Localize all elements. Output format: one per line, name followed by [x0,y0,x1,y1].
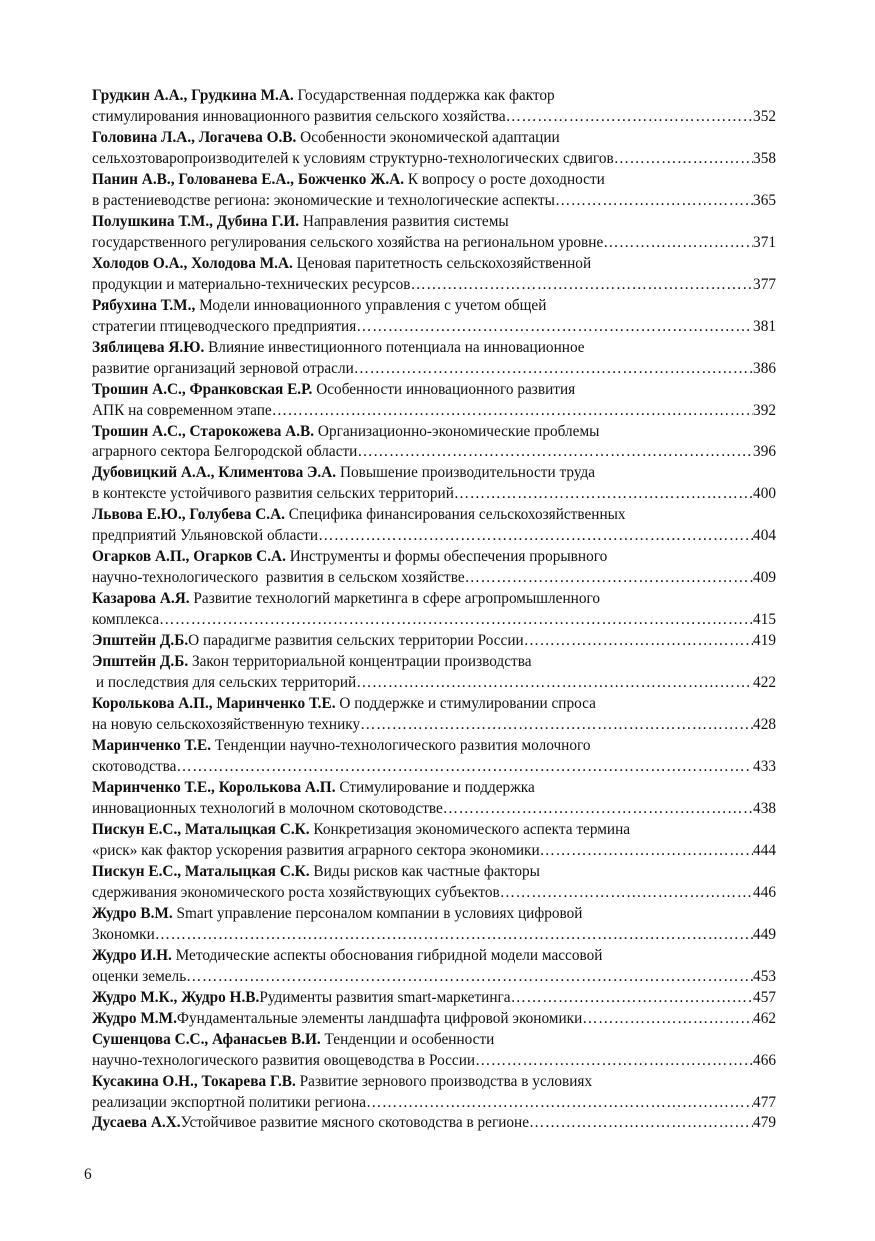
toc-entry [92,652,776,694]
toc-entry-line [92,149,776,170]
toc-entry-line [92,631,776,652]
toc-entry-page: 377 [753,275,776,293]
toc-entry-title-continued: и последствия для сельских территорий [92,674,357,692]
toc-entry-title: Устойчивое развитие мясного скотоводства в регионе [180,1114,530,1132]
toc-entry-line [92,212,776,233]
toc-entry-authors: Головина Л.А., Логачева О.В. [92,128,297,146]
toc-entry-authors: Маринченко Т.Е. [92,737,212,755]
toc-entry-line [92,275,776,296]
toc-entry-title: О поддержке и стимулировании спроса [339,695,596,713]
toc-entry-authors: Рябухина Т.М., [92,296,196,314]
toc-entry-title-continued: оценки земель [92,967,187,985]
toc-entry-title-continued: стимулирования инновационного развития сельского хозяйства [92,107,506,125]
toc-entry-page: 419 [753,632,776,650]
toc-entry-title: Тенденции научно-технологического развития молочного [214,737,591,755]
toc-entry-line [92,380,776,401]
toc-entry-title-continued: «риск» как фактор ускорения развития аграрного сектора экономики [92,841,540,859]
toc-entry-title-continued: 3кономки [92,925,155,943]
toc-entry-title: Инструменты и формы обеспечения прорывного [289,548,608,566]
toc-entry-line [92,296,776,317]
toc-entry [92,694,776,736]
toc-entry-line [92,359,776,380]
toc-entry-title-continued: в растениеводстве региона: экономические и технологические аспекты [92,191,555,209]
toc-entry-page: 365 [753,191,776,209]
toc-entry [92,904,776,946]
toc-entry-leader-dots [614,149,753,170]
toc-entry-title-continued: научно-технологического развития в сельском хозяйстве [92,569,465,587]
toc-entry-title: Рудименты развития smart-маркетинга [259,988,511,1006]
toc-entry-title: К вопросу о росте доходности [407,170,605,188]
toc-entry-page: 381 [753,317,776,335]
toc-entry-authors: Полушкина Т.М., Дубина Г.И. [92,212,300,230]
toc-entry-page: 422 [753,674,776,692]
toc-entry-title-continued: сельхозтоваропроизводителей к условиям структурно-технологических сдвигов [92,149,614,167]
toc-entry-line [92,547,776,568]
toc-entry-title: Организационно-экономические проблемы [317,422,600,440]
toc-entry [92,862,776,904]
toc-entry-line [92,484,776,505]
toc-entry-leader-dots [360,715,753,736]
toc-entry-line [92,505,776,526]
toc-entry-line [92,967,776,988]
toc-entry-authors: Жудро В.М. [92,904,173,922]
toc-entry-line [92,820,776,841]
toc-entry-line [92,862,776,883]
toc-entry-authors: Холодов О.А., Холодова М.А. [92,254,293,272]
toc-entry-line [92,1051,776,1072]
toc-entry [92,1072,776,1114]
toc-entry [92,170,776,212]
toc-entry-title: Развитие зернового производства в условиях [299,1072,593,1090]
toc-entry-leader-dots [366,1093,753,1114]
toc-entry-title-continued: скотоводства [92,758,177,775]
toc-entry-page: 462 [753,1009,776,1027]
toc-entry-line [92,652,776,673]
toc-entry-title: Фундаментальные элементы ландшафта цифровой экономики [176,1009,583,1027]
toc-entry [92,212,776,254]
toc-entry-page: 449 [753,925,776,943]
toc-entry-line [92,1093,776,1114]
toc-entry-title: О парадигме развития сельских территории России [188,632,524,650]
toc-entry-title-continued: сдерживания экономического роста хозяйствующих субъектов [92,883,500,901]
toc-entry-authors: Жудро М.К., Жудро Н.В. [92,988,260,1006]
toc-entry [92,1030,776,1072]
toc-entry-line [92,841,776,862]
table-of-contents [92,86,776,1134]
toc-entry-page: 457 [753,988,776,1006]
toc-entry-page: 444 [753,841,776,859]
toc-entry-leader-dots [555,191,753,212]
toc-entry-leader-dots [357,442,753,463]
toc-entry-leader-dots [443,799,753,820]
toc-entry-leader-dots [500,883,753,904]
toc-entry-line [92,883,776,904]
toc-entry-line [92,946,776,967]
toc-entry-page: 438 [753,799,776,817]
toc-entry-title: Тенденции и особенности [324,1030,495,1048]
toc-entry-line [92,1030,776,1051]
toc-entry-page: 415 [753,611,776,629]
page-number: 6 [84,1166,92,1183]
toc-entry-line [92,128,776,149]
toc-entry-title-continued: продукции и материально-технических ресурсов [92,275,411,293]
toc-entry-authors: Львова Е.Ю., Голубева С.А. [92,506,285,524]
toc-entry-page: 446 [753,883,776,901]
toc-entry-line [92,610,776,631]
toc-entry [92,380,776,422]
toc-entry-authors: Эпштейн Д.Б. [92,632,189,650]
toc-entry-authors: Пискун Е.С., Маталыцкая С.К. [92,820,310,838]
toc-entry [92,422,776,464]
toc-entry-leader-dots [465,568,753,589]
toc-entry-authors: Пискун Е.С., Маталыцкая С.К. [92,862,310,880]
toc-entry-title: Виды рисков как частные факторы [313,862,540,880]
toc-entry-title: Smart управление персоналом компании в условиях цифровой [176,904,583,922]
toc-entry-title: Конкретизация экономического аспекта термина [313,820,631,838]
toc-entry [92,1009,776,1030]
toc-entry-leader-dots [524,631,753,652]
toc-entry-line [92,191,776,212]
toc-entry-authors: Грудкин А.А., Грудкина М.А. [92,87,294,104]
toc-entry-authors: Эпштейн Д.Б. [92,653,189,671]
toc-entry-leader-dots [318,526,753,547]
toc-entry-leader-dots [540,841,753,862]
toc-entry-authors: Трошин А.С., Франковская Е.Р. [92,380,313,398]
toc-entry-title-continued: реализации экспортной политики региона [92,1093,367,1111]
toc-entry-leader-dots [186,967,753,988]
toc-entry-leader-dots [356,673,753,694]
toc-entry-leader-dots [603,233,753,254]
toc-entry-title: Особенности инновационного развития [316,380,576,398]
toc-entry-line [92,904,776,925]
toc-entry-page: 466 [753,1051,776,1069]
toc-entry-line [92,86,776,107]
toc-entry-line [92,401,776,422]
toc-entry-line [92,442,776,463]
toc-entry [92,505,776,547]
toc-entry-page: 433 [749,758,776,775]
toc-entry [92,946,776,988]
toc-entry-leader-dots [155,925,753,946]
toc-entry-leader-dots [410,275,753,296]
toc-entry-line [92,463,776,484]
toc-entry-title: Влияние инвестиционного потенциала на инновационное [208,338,585,356]
toc-entry [92,338,776,380]
toc-entry-title: Развитие технологий маркетинга в сфере агропромышленного [193,590,601,608]
toc-entry-authors: Жудро М.М. [92,1009,177,1027]
toc-entry-line [92,1072,776,1093]
toc-entry-line [92,694,776,715]
toc-entry-title: Стимулирование и поддержка [339,778,535,796]
toc-entry-leader-dots [354,359,753,380]
toc-entry-leader-dots [529,1113,753,1134]
toc-entry-title-continued: стратегии птицеводческого предприятия [92,317,357,335]
toc-entry-leader-dots [272,401,753,422]
toc-entry-page: 358 [753,149,776,167]
toc-entry-authors: Сушенцова С.С., Афанасьев В.И. [92,1030,321,1048]
toc-entry [92,820,776,862]
toc-entry-leader-dots [176,757,749,778]
toc-entry [92,128,776,170]
toc-entry [92,631,776,652]
toc-entry [92,988,776,1009]
toc-entry-authors: Дубовицкий А.А., Климентова Э.А. [92,464,337,482]
toc-entry-page: 352 [753,107,776,125]
toc-entry-title-continued: развитие организаций зерновой отрасли [92,359,354,377]
toc-entry-line [92,1113,776,1134]
toc-entry-line [92,757,776,778]
toc-entry-page: 409 [753,569,776,587]
toc-entry-page: 404 [753,527,776,545]
toc-entry-title-continued: инновационных технологий в молочном скотоводстве [92,799,443,817]
toc-entry-title: Модели инновационного управления с учетом общей [199,296,547,314]
toc-entry-line [92,799,776,820]
toc-entry [92,589,776,631]
toc-entry-line [92,526,776,547]
toc-entry-leader-dots [159,610,753,631]
toc-entry-leader-dots [506,107,753,128]
toc-entry-authors: Маринченко Т.Е., Королькова А.П. [92,778,336,796]
toc-entry-line [92,233,776,254]
toc-entry-authors: Кусакина О.Н., Токарева Г.В. [92,1072,296,1090]
toc-entry-authors: Панин А.В., Голованева Е.А., Божченко Ж.А. [92,170,405,188]
toc-entry-page: 392 [753,401,776,419]
toc-entry-title-continued: в контексте устойчивого развития сельских территорий [92,485,454,503]
toc-entry [92,296,776,338]
toc-entry-page: 428 [753,716,776,734]
toc-entry-line [92,338,776,359]
toc-entry-line [92,736,776,757]
toc-entry-authors: Трошин А.С., Старокожева А.В. [92,422,315,440]
toc-entry-title: Методические аспекты обоснования гибридной модели массовой [175,946,603,964]
toc-entry-title-continued: аграрного сектора Белгородской области [92,443,358,461]
toc-entry-line [92,673,776,694]
toc-entry-line [92,1009,776,1030]
toc-entry [92,547,776,589]
toc-entry-title: Направления развития системы [302,212,509,230]
toc-entry-leader-dots [475,1051,753,1072]
toc-entry-line [92,925,776,946]
toc-entry-title-continued: научно-технологического развития овощеводства в России [92,1051,476,1069]
toc-entry-page: 453 [753,967,776,985]
toc-entry-line [92,254,776,275]
toc-entry-page: 400 [753,485,776,503]
toc-entry-page: 477 [753,1093,776,1111]
toc-entry-line [92,170,776,191]
toc-entry-leader-dots [454,484,753,505]
toc-entry-title: Ценовая паритетность сельскохозяйственной [296,254,592,272]
toc-entry-title: Государственная поддержка как фактор [297,87,555,104]
toc-entry-line [92,778,776,799]
toc-entry-line [92,317,776,338]
toc-entry-title-continued: государственного регулирования сельского хозяйства на региональном уровне [92,233,604,251]
toc-entry [92,86,776,128]
toc-entry-line [92,988,776,1009]
toc-entry-authors: Казарова А.Я. [92,590,190,608]
toc-entry-title-continued: АПК на современном этапе [92,401,272,419]
toc-entry [92,463,776,505]
toc-entry-page: 386 [753,359,776,377]
toc-entry-leader-dots [356,317,753,338]
toc-entry-leader-dots [511,988,753,1009]
toc-entry-line [92,568,776,589]
toc-entry-title-continued: на новую сельскохозяйственную технику [92,716,361,734]
toc-entry-title: Специфика финансирования сельскохозяйственных [288,506,626,524]
toc-entry-leader-dots [582,1009,753,1030]
toc-entry-authors: Зяблицева Я.Ю. [92,338,205,356]
toc-entry-authors: Дусаева А.Х. [92,1114,181,1132]
toc-entry-line [92,422,776,443]
toc-entry-line [92,589,776,610]
toc-entry-page: 371 [753,233,776,251]
toc-entry-authors: Королькова А.П., Маринченко Т.Е. [92,695,336,713]
toc-entry-line [92,715,776,736]
toc-entry [92,778,776,820]
toc-entry-title-continued: предприятий Ульяновской области [92,527,319,545]
toc-entry [92,736,776,778]
toc-entry-line [92,107,776,128]
toc-entry-authors: Огарков А.П., Огарков С.А. [92,548,286,566]
toc-entry-title: Закон территориальной концентрации производства [191,653,532,671]
toc-entry-page: 479 [753,1114,776,1132]
toc-entry-title-continued: комплекса [92,611,160,629]
toc-entry [92,254,776,296]
toc-entry [92,1113,776,1134]
toc-entry-page: 396 [753,443,776,461]
toc-entry-title: Повышение производительности труда [339,464,596,482]
toc-entry-title: Особенности экономической адаптации [300,128,560,146]
toc-entry-authors: Жудро И.Н. [92,946,172,964]
